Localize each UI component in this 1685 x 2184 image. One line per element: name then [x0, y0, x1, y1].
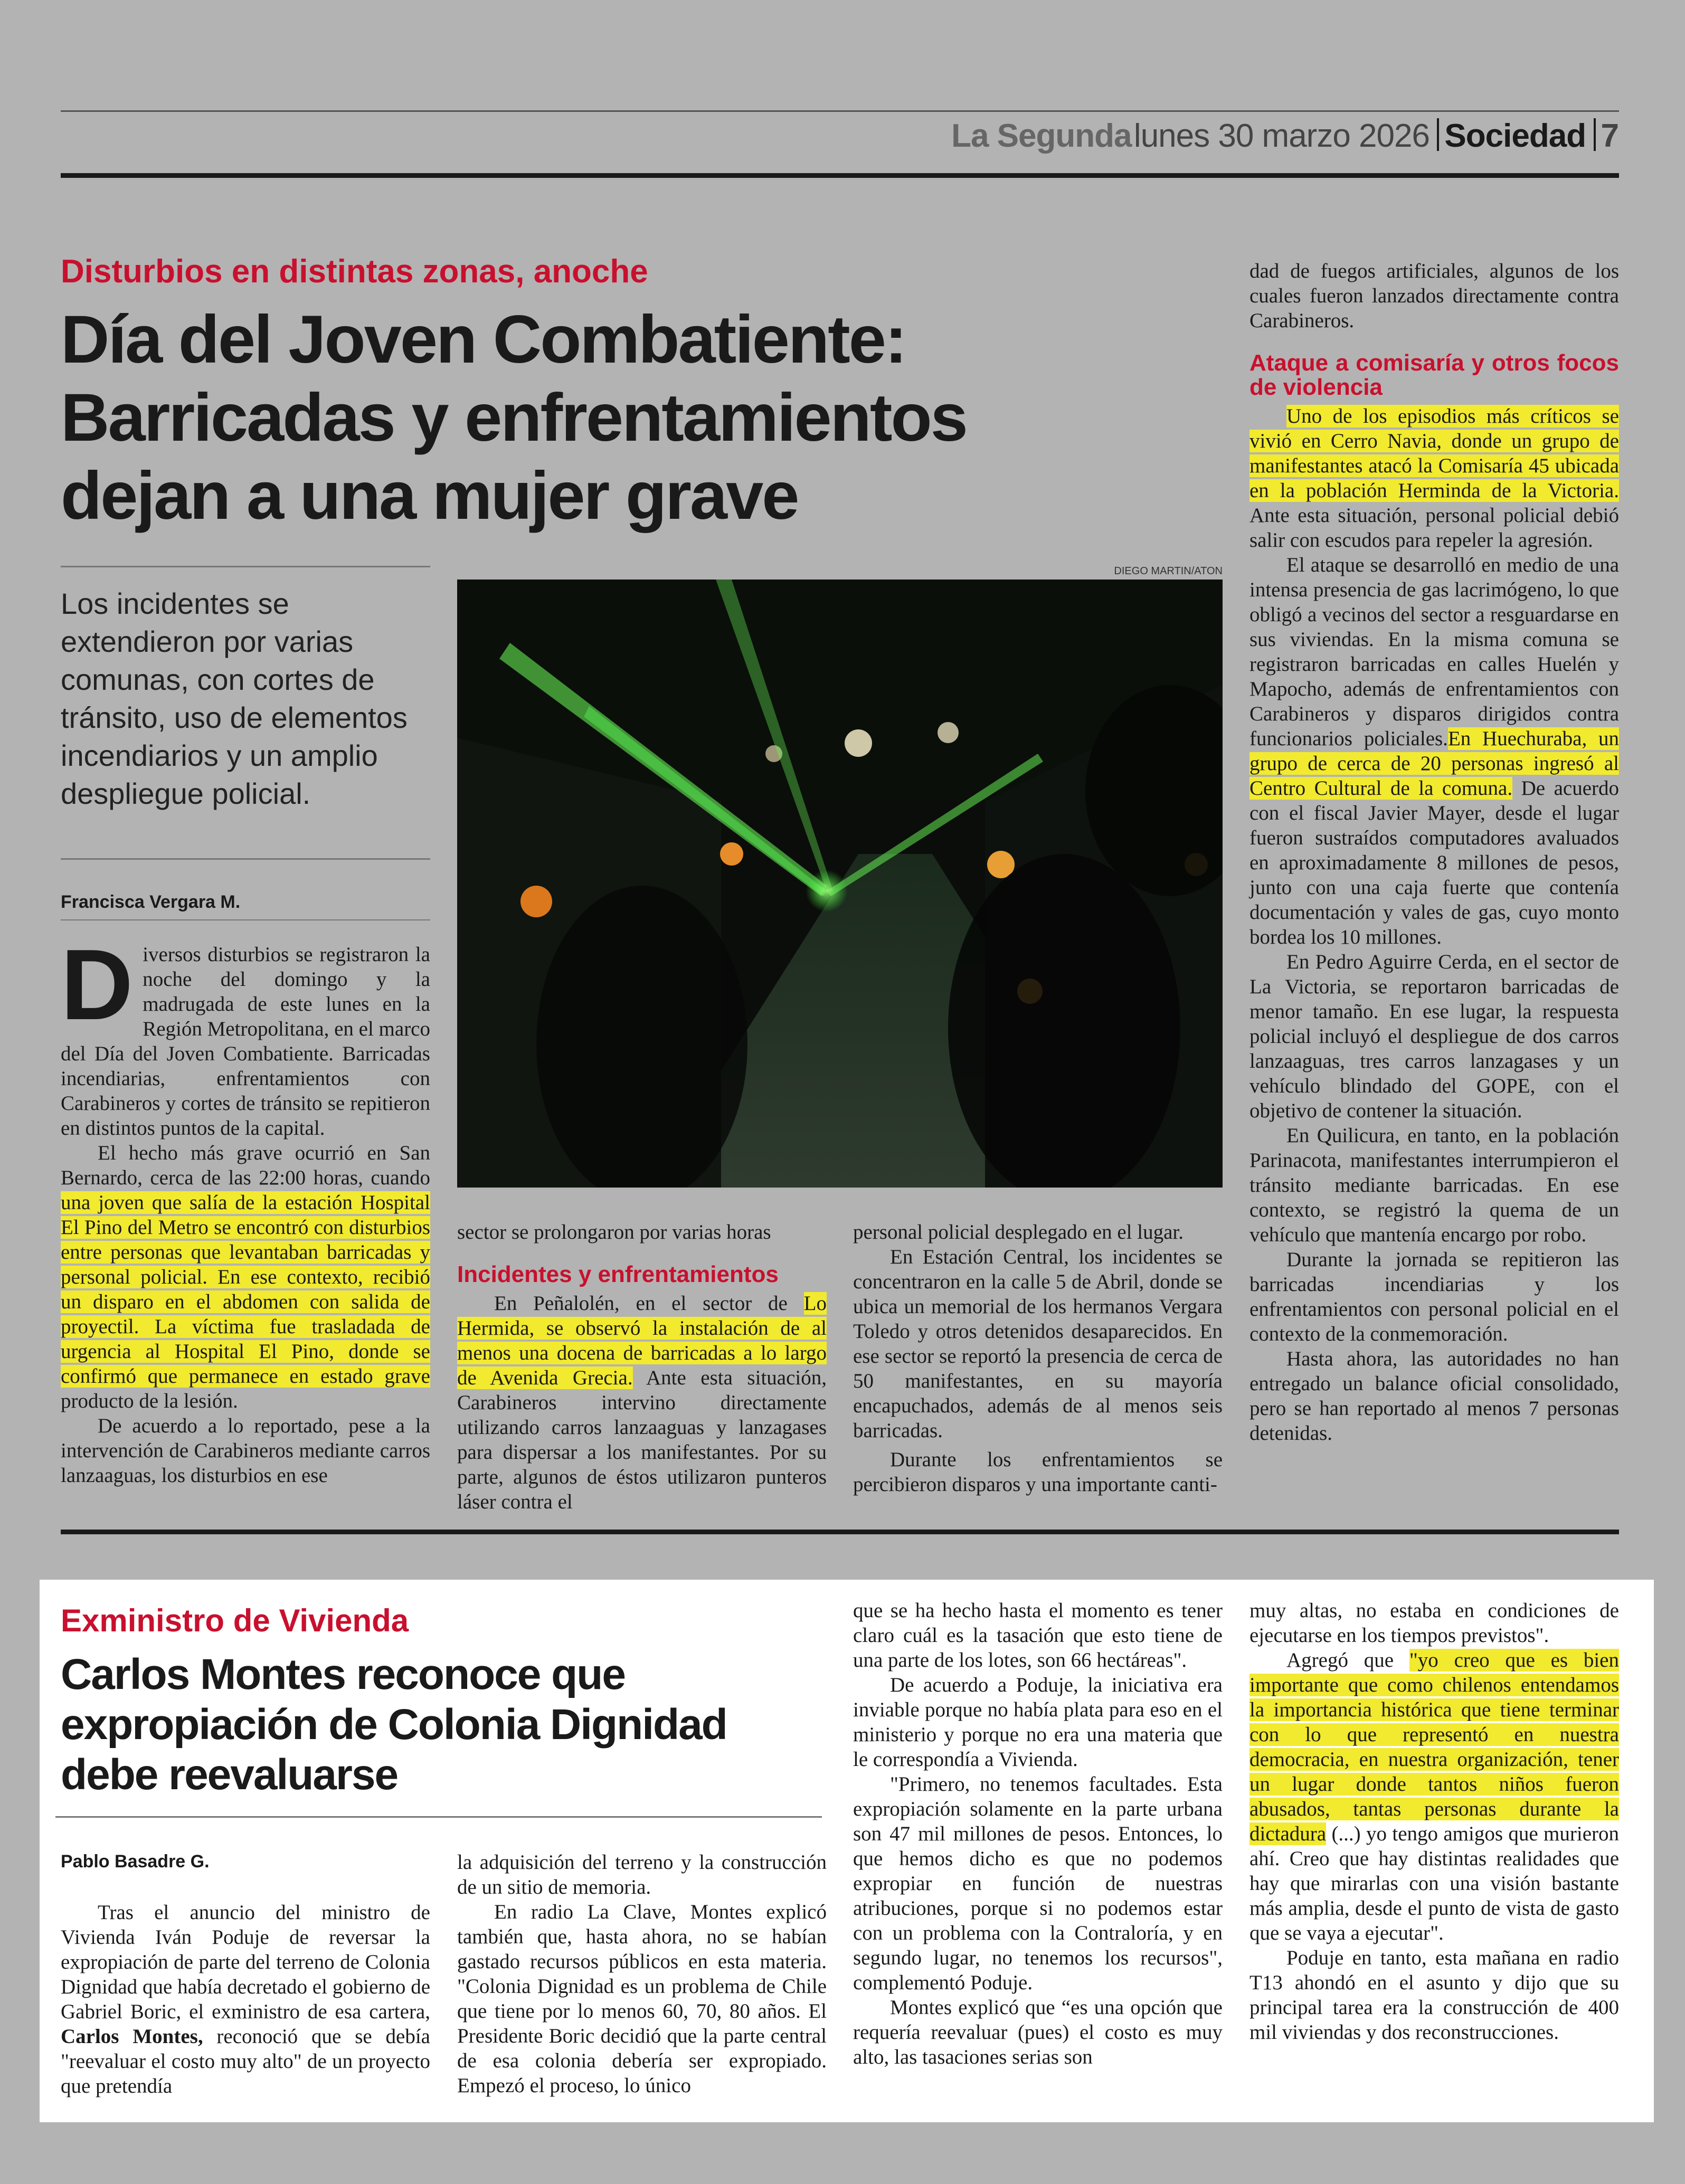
- article1-lead: Los incidentes se extendieron por varias comunas, con cortes de tránsito, uso de elementos incendiarios y un amplio despliegue policial.: [61, 587, 408, 810]
- lead-bottom-rule: [61, 858, 430, 860]
- article2-col4-p1-post: (...) yo tengo amigos que murieron ahí. Creo que hay distintas realidades que hay que mirarlas con una visión bastante más amplia, desde el punto de vista de gasto que se vaya a ejecutar".: [1249, 1822, 1619, 1944]
- article1-photo: [457, 580, 1223, 1188]
- highlight-cerro-navia: Uno de los episodios más críticos se vivió en Cerro Navia, donde un grupo de manifestantes atacó la Comisaría 45 ubicada en la población Herminda de la Victoria.: [1249, 405, 1619, 502]
- article1-col1-p2-post: producto de la lesión.: [61, 1390, 238, 1412]
- highlight-san-bernardo: una joven que salía de la estación Hospital El Pino del Metro se encontró con disturbios entre personas que levantaban barricadas y personal policial. En ese contexto, recibió un disparo en el abdomen con salida de proyectil. La víctima fue trasladada de urgencia al Hospital El Pino, donde se confirmó que permanece en estado grave: [61, 1191, 430, 1388]
- article2-col3-p3: Montes explicó que “es una opción que requería reevaluar (pues) el costo es muy alto, las tasaciones serias son: [853, 1996, 1223, 2068]
- article1-col4: [1249, 259, 1619, 1446]
- highlight-huechuraba: En Huechuraba, un grupo de cerca de 20 personas ingresó al Centro Cultural de la comuna.: [1249, 727, 1619, 800]
- paper-name: La Segunda: [951, 118, 1132, 154]
- section-name: Sociedad: [1444, 118, 1586, 154]
- article1-col4-p2-pre: El ataque se desarrolló en medio de una intensa presencia de gas lacrimógeno, lo que obligó a vecinos del sector a resguardarse en sus viviendas. En la misma comuna se registraron barricadas en calles Huelén y Mapocho, además de enfrentamientos con Carabineros y disparos dirigidos contra funcionarios policiales.: [1249, 554, 1619, 750]
- laser-protest-photo: [457, 580, 1223, 1188]
- article2-col1-p1-post: reconoció que se debía "reevaluar el costo muy alto" de un proyecto que pretendía: [61, 2025, 430, 2097]
- article2-headline: Carlos Montes reconoce que expropiación de Colonia Dignidad debe reevaluarse: [61, 1650, 727, 1799]
- header-divider: [1594, 118, 1596, 151]
- dropcap: D: [61, 929, 134, 1041]
- article2-col2: [457, 1850, 827, 2098]
- article1-col3-p2: Durante los enfrentamientos se percibieron disparos y una importante canti-: [853, 1448, 1223, 1496]
- article1-col1-p2-pre: El hecho más grave ocurrió en San Bernardo, cerca de las 22:00 horas, cuando: [61, 1142, 430, 1189]
- name-carlos-montes: Carlos Montes,: [61, 2025, 203, 2048]
- header-bottom-rule: [61, 173, 1619, 178]
- article2-col3-p1: De acuerdo a Poduje, la iniciativa era inviable porque no había plata para eso en el ministerio y porque no era una materia que le correspondía a Vivienda.: [853, 1674, 1223, 1771]
- article1-col3-p0: personal policial desplegado en el lugar.: [853, 1221, 1184, 1243]
- article2-col1-p1-pre: Tras el anuncio del ministro de Vivienda Iván Poduje de reversar la expropiación de parte del terreno de Colonia Dignidad que había decretado el gobierno de Gabriel Boric, el exministro de esa cartera,: [61, 1901, 430, 2023]
- page-number: 7: [1601, 118, 1619, 154]
- article2-col4-p0: muy altas, no estaba en condiciones de ejecutarse en los tiempos previstos".: [1249, 1599, 1619, 1647]
- page-header: [845, 117, 1619, 165]
- article2-kicker: Exministro de Vivienda: [61, 1603, 409, 1638]
- article2-headline-rule: [55, 1816, 822, 1818]
- article1-col2-p0: sector se prolongaron por varias horas: [457, 1221, 771, 1243]
- article1-headline: Día del Joven Combatiente: Barricadas y enfrentamientos dejan a una mujer grave: [61, 302, 967, 534]
- article1-col3: [853, 1220, 1223, 1497]
- article1-col1-p1: iversos disturbios se registraron la noche del domingo y la madrugada de este lunes en la Región Metropolitana, en el marco del Día del Joven Combatiente. Barricadas incendiarias, enfrentamientos con Carabineros y cortes de tránsito se repitieron en distintos puntos de la capital.: [61, 943, 430, 1140]
- header-top-rule: [61, 110, 1619, 112]
- article1-col4-p1-post: Ante esta situación, personal policial debió salir con escudos para repeler la agresión.: [1249, 504, 1619, 552]
- article2-col3: [853, 1598, 1223, 2069]
- article2-col2-p0: la adquisición del terreno y la construcción de un sitio de memoria.: [457, 1851, 827, 1898]
- article1-col1-p3: De acuerdo a lo reportado, pese a la intervención de Carabineros mediante carros lanzaaguas, los disturbios en ese: [61, 1414, 430, 1487]
- issue-date: lunes 30 marzo 2026: [1133, 118, 1430, 154]
- article2-byline: Pablo Basadre G.: [61, 1851, 210, 1872]
- article1-col4-p3: En Pedro Aguirre Cerda, en el sector de La Victoria, se reportaron barricadas de menor tamaño. En ese lugar, la respuesta policial incluyó el despliegue de dos carros lanzaaguas, tres carros lanzagases y un vehículo blindado del GOPE, con el objetivo de contener la situación.: [1249, 951, 1619, 1122]
- byline-rule: [61, 919, 430, 920]
- article1-col1: [61, 929, 430, 1488]
- article1-col4-p5: Durante la jornada se repitieron las barricadas incendiarias y los enfrentamientos con personal policial en el contexto de la conmemoración.: [1249, 1248, 1619, 1345]
- subhead-incidentes: Incidentes y enfrentamientos: [457, 1261, 779, 1287]
- article2-col4-p2: Poduje en tanto, esta mañana en radio T13 ahondó en el asunto y dijo que su principal tarea era la construcción de 400 mil viviendas y dos reconstrucciones.: [1249, 1946, 1619, 2044]
- article1-col2: [457, 1220, 827, 1514]
- article1-byline: Francisca Vergara M.: [61, 892, 241, 912]
- article1-col2-p1-pre: En Peñalolén, en el sector de: [494, 1292, 804, 1315]
- header-divider: [1437, 118, 1439, 151]
- article1-col3-p1: En Estación Central, los incidentes se concentraron en la calle 5 de Abril, donde se ubica un memorial de los hermanos Vergara Toledo y otros detenidos desaparecidos. En ese sector se reportó la presencia de cerca de 50 manifestantes, en su mayoría encapuchados, además de al menos seis barricadas.: [853, 1246, 1223, 1442]
- article2-col1: [61, 1900, 430, 2098]
- article2-col2-p1: En radio La Clave, Montes explicó también que, hasta ahora, no se habían gastado recursos públicos en esta materia. "Colonia Dignidad es un problema de Chile que tiene por lo menos 60, 70, 80 años. El Presidente Boric decidió que la parte central de esa colonia debería ser expropiado. Empezó el proceso, lo único: [457, 1901, 827, 2097]
- article1-col4-p6: Hasta ahora, las autoridades no han entregado un balance oficial consolidado, pero se han reportado al menos 7 personas detenidas.: [1249, 1347, 1619, 1445]
- article-separator-rule: [61, 1530, 1619, 1534]
- highlight-lo-hermida: Lo Hermida, se observó la instalación de al menos una docena de barricadas a lo largo de Avenida Grecia.: [457, 1292, 827, 1389]
- article2-col4-p1-pre: Agregó que: [1286, 1649, 1409, 1672]
- highlight-montes-quote: "yo creo que es bien importante que como chilenos entendamos la importancia histórica que tiene terminar con lo que representó en nuestra democracia, en nuestra organización, tener un lugar donde tantos niños fueron abusados, tantas personas durante la dictadura: [1249, 1649, 1619, 1845]
- article1-col4-p0: dad de fuegos artificiales, algunos de los cuales fueron lanzados directamente contra Carabineros.: [1249, 260, 1619, 332]
- article1-col2-p1-post: Ante esta situación, Carabineros intervino directamente utilizando carros lanzaaguas y lanzagases para dispersar a los manifestantes. Por su parte, algunos de éstos utilizaron punteros láser contra el: [457, 1366, 827, 1513]
- article2-col3-p0: que se ha hecho hasta el momento es tener claro cuál es la tasación que esto tiene de una parte de los lotes, son 66 hectáreas".: [853, 1599, 1223, 1672]
- article1-col4-p2-post: De acuerdo con el fiscal Javier Mayer, desde el lugar fueron sustraídos computadores avaluados en aproximadamente 8 millones de pesos, junto con una caja fuerte que contenía documentación y vales de gas, cuyo monto bordea los 10 millones.: [1249, 777, 1619, 948]
- subhead-ataque: Ataque a comisaría y otros focos de violencia: [1249, 350, 1619, 400]
- article1-col4-p4: En Quilicura, en tanto, en la población Parinacota, manifestantes interrumpieron el tránsito mediante barricadas. En ese contexto, se registró la quema de un vehículo que mantenía encargo por robo.: [1249, 1124, 1619, 1246]
- photo-credit: DIEGO MARTIN/ATON: [1114, 565, 1223, 577]
- article2-col4: [1249, 1598, 1619, 2045]
- lead-top-rule: [61, 566, 430, 567]
- article2-col3-p2: "Primero, no tenemos facultades. Esta expropiación solamente en la parte urbana son 47 mil millones de pesos. Entonces, lo que hemos dicho es que no podemos expropiar en función de nuestras atribuciones, porque si no podemos estar con un problema con la Contraloría, y en segundo lugar, no tenemos los recursos", complementó Poduje.: [853, 1773, 1223, 1994]
- article1-kicker: Disturbios en distintas zonas, anoche: [61, 253, 648, 290]
